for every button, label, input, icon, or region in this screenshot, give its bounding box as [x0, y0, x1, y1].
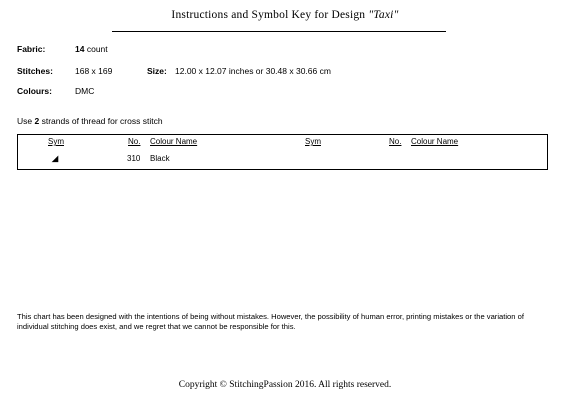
stitches-value: 168 x 169 [75, 66, 113, 76]
size-value: 12.00 x 12.07 inches or 30.48 x 30.66 cm [175, 66, 331, 76]
header-no-2: No. [389, 137, 402, 146]
strands-prefix: Use [17, 116, 33, 126]
header-colour-name-1: Colour Name [150, 137, 198, 146]
fabric-count: 14 [75, 44, 85, 54]
fabric-unit: count [86, 44, 108, 54]
page-title [0, 9, 570, 21]
stitches-label: Stitches: [17, 66, 53, 76]
fabric-value [75, 44, 108, 54]
size-label: Size: [147, 66, 167, 76]
fabric-label: Fabric: [17, 44, 46, 54]
colours-value: DMC [75, 86, 95, 96]
header-no-1: No. [128, 137, 141, 146]
copyright-footer: Copyright © StitchingPassion 2016. All rights reserved. [178, 380, 392, 390]
strands-count: 2 [34, 116, 40, 126]
title-prefix: Instructions and Symbol Key for Design [171, 9, 366, 21]
design-name: "Taxi" [368, 9, 399, 21]
header-sym-1: Sym [48, 137, 64, 146]
colours-label: Colours: [17, 86, 52, 96]
header-colour-name-2: Colour Name [411, 137, 459, 146]
colour-name: Black [150, 154, 170, 163]
header-sym-2: Sym [305, 137, 321, 146]
title-underline [112, 31, 446, 32]
strands-suffix: strands of thread for cross stitch [41, 116, 163, 126]
black-triangle-icon: ◢ [52, 154, 59, 163]
strands-instruction [17, 116, 163, 126]
disclaimer-text: This chart has been designed with the intentions of being without mistakes. However, the possibility of human error, printing mistakes or the variation of individual stitching does exist, and we regret that we cannot be responsible for this. [17, 312, 524, 331]
dmc-number: 310 [127, 154, 141, 163]
symbol-key-table [17, 134, 548, 170]
